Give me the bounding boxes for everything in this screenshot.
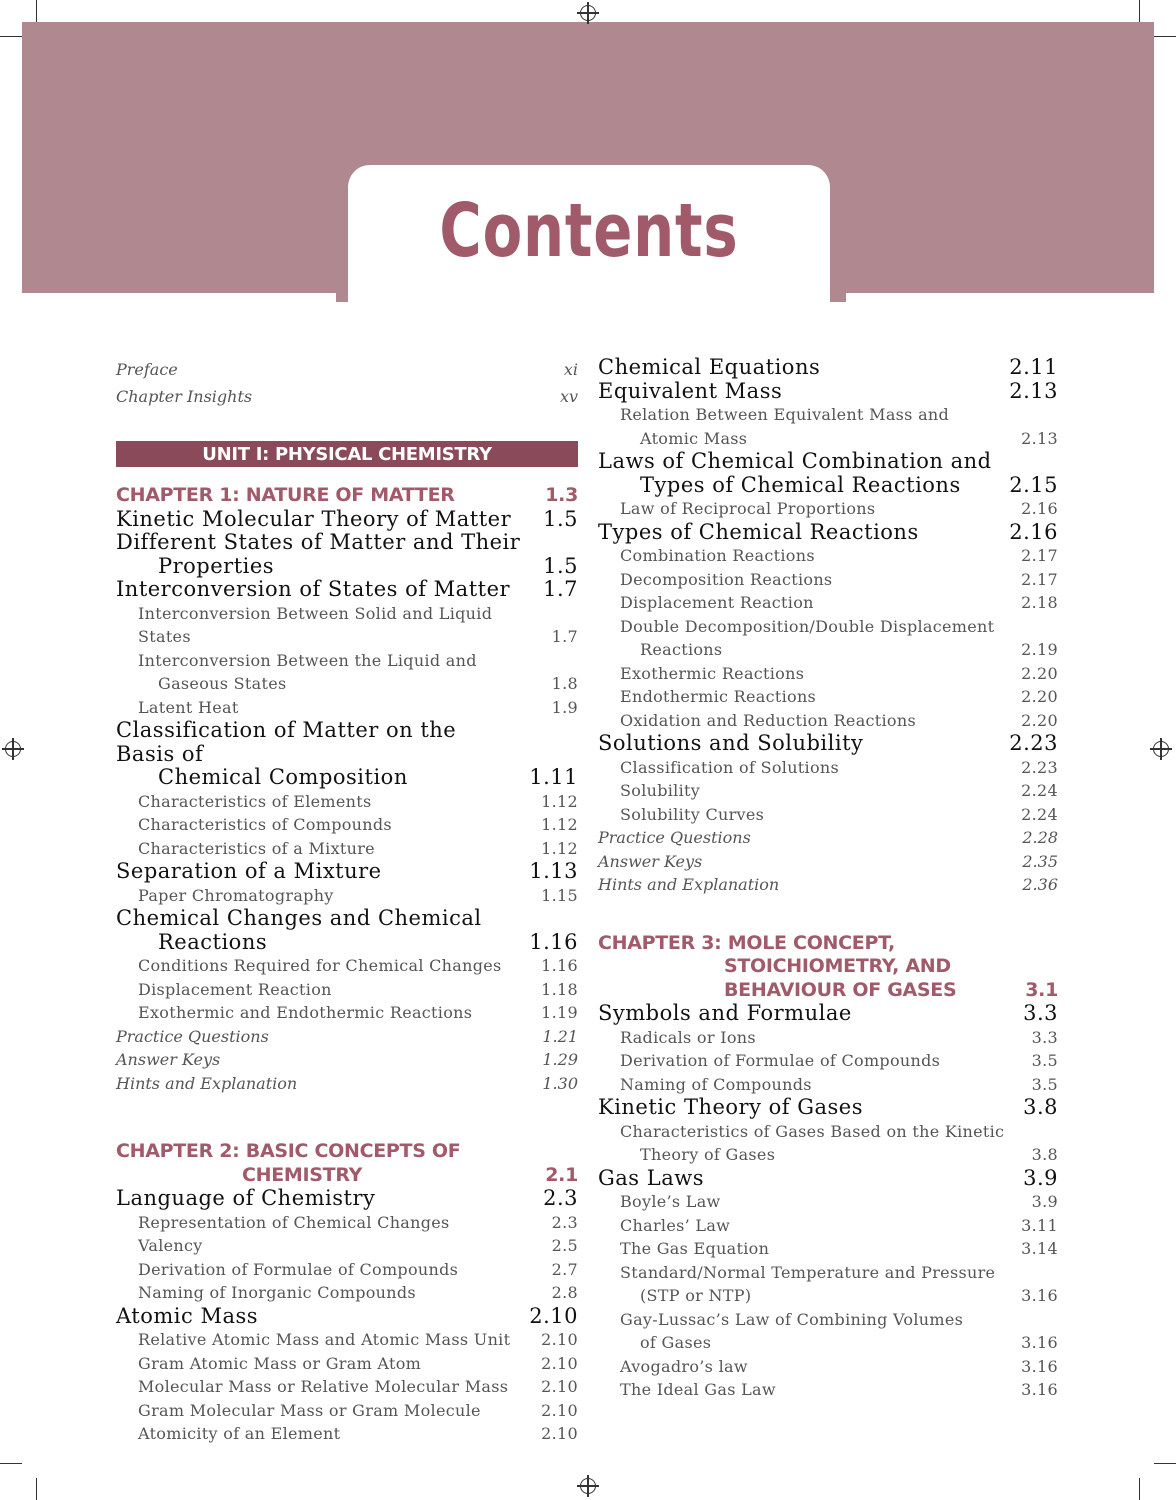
toc-entry-title: Equivalent Mass	[598, 378, 783, 403]
toc-entry[interactable]	[116, 860, 578, 884]
toc-entry[interactable]	[598, 732, 1058, 756]
toc-entry-title: Solubility	[620, 781, 701, 800]
toc-entry[interactable]	[598, 1026, 1058, 1050]
toc-entry-title: Answer Keys	[116, 1050, 221, 1069]
chapter-title: CHAPTER 2: BASIC CONCEPTS OF	[116, 1140, 461, 1162]
toc-entry[interactable]	[116, 1001, 578, 1025]
toc-entry-title: Kinetic Theory of Gases	[598, 1095, 863, 1119]
toc-entry-page: 1.12	[541, 791, 578, 811]
toc-entry[interactable]	[598, 662, 1058, 686]
toc-entry-page: 1.29	[542, 1050, 578, 1069]
toc-entry-title: Laws of Chemical Combination and	[598, 449, 992, 473]
toc-entry[interactable]	[116, 978, 578, 1002]
toc-entry-page: 3.8	[1031, 1145, 1058, 1164]
crop-mark	[0, 1463, 22, 1464]
toc-entry-title: Symbols and Formulae	[598, 1001, 852, 1025]
registration-mark-icon	[5, 741, 21, 757]
toc-entry[interactable]	[598, 850, 1058, 874]
toc-entry[interactable]	[598, 450, 1058, 497]
toc-entry-title: Derivation of Formulae of Compounds	[138, 1259, 459, 1279]
toc-entry-page: 1.21	[542, 1026, 578, 1046]
toc-entry-page: 2.5	[551, 1236, 578, 1255]
toc-entry-page: 3.3	[1023, 1001, 1058, 1025]
toc-entry[interactable]	[116, 719, 578, 790]
toc-entry[interactable]	[598, 1096, 1058, 1120]
crop-mark	[1139, 1478, 1140, 1500]
toc-entry-title: Chapter Insights	[116, 387, 253, 406]
toc-entry-title: Practice Questions	[598, 828, 751, 847]
toc-entry-title: Boyle’s Law	[620, 1192, 721, 1211]
toc-entry-page: 2.15	[1009, 472, 1058, 497]
chapter-page: 1.3	[545, 484, 578, 506]
toc-entry[interactable]	[598, 873, 1058, 897]
toc-entry-page: 3.5	[1031, 1074, 1058, 1094]
toc-left-column	[116, 356, 578, 1446]
toc-entry-title: Solutions and Solubility	[598, 731, 864, 755]
chapter-entries	[598, 1002, 1058, 1402]
toc-entry[interactable]	[116, 531, 578, 578]
toc-entry-title: Atomicity of an Element	[138, 1424, 341, 1443]
toc-entry-page: 3.14	[1021, 1239, 1058, 1258]
toc-entry-title: Displacement Reaction	[138, 979, 332, 999]
chapter-heading[interactable]	[116, 1140, 578, 1187]
toc-entry-page: 1.16	[541, 956, 578, 975]
chapter-page: 3.1	[1025, 978, 1058, 1001]
toc-entry-page: 2.8	[551, 1283, 578, 1302]
registration-mark-icon	[580, 5, 596, 21]
toc-entry-page: 1.5	[543, 553, 578, 578]
toc-entry-page: 3.3	[1031, 1027, 1058, 1047]
toc-entry-title: Decomposition Reactions	[620, 569, 833, 589]
toc-entry-title: The Gas Equation	[620, 1239, 770, 1258]
toc-entry[interactable]	[116, 383, 578, 410]
toc-entry-page: 2.28	[1022, 828, 1058, 847]
toc-entry-page: 3.16	[1021, 1333, 1058, 1352]
toc-entry[interactable]	[598, 1378, 1058, 1402]
chapter-heading[interactable]	[598, 932, 1058, 1003]
toc-entry-page: 3.16	[1021, 1380, 1058, 1399]
toc-entry-page: 3.16	[1021, 1286, 1058, 1305]
toc-entry-page: 2.13	[1021, 428, 1058, 448]
toc-entry-page: 2.3	[551, 1212, 578, 1232]
toc-entry[interactable]	[598, 1214, 1058, 1238]
toc-entry-title: Endothermic Reactions	[620, 687, 817, 706]
toc-entry-title: Language of Chemistry	[116, 1186, 376, 1210]
toc-entry-page: 3.8	[1023, 1095, 1058, 1119]
toc-entry[interactable]	[598, 685, 1058, 709]
toc-entry-title: Interconversion Between the Liquid and	[138, 650, 477, 670]
toc-entry[interactable]	[116, 578, 578, 602]
toc-entry-page: 2.10	[529, 1303, 578, 1328]
toc-entry[interactable]	[598, 1355, 1058, 1379]
toc-entry[interactable]	[598, 1073, 1058, 1097]
toc-entry-title: Gay-Lussac’s Law of Combining Volumes	[620, 1309, 964, 1329]
toc-entry[interactable]	[116, 1352, 578, 1376]
toc-entry-title-cont: Properties	[158, 553, 275, 578]
toc-entry[interactable]	[116, 790, 578, 814]
toc-entry-title-cont: Gaseous States	[158, 674, 287, 693]
toc-entry-title: Standard/Normal Temperature and Pressure	[620, 1262, 996, 1282]
toc-entry-page: 2.10	[541, 1377, 578, 1396]
toc-right-column	[598, 356, 1058, 1402]
crop-mark	[36, 0, 37, 22]
toc-entry[interactable]	[116, 696, 578, 720]
toc-entry-title: Hints and Explanation	[116, 1073, 298, 1093]
toc-entry-title: Characteristics of Gases Based on the Kinetic	[620, 1121, 1005, 1141]
toc-entry-title: Gram Molecular Mass or Gram Molecule	[138, 1400, 481, 1420]
toc-entry-page: 2.13	[1009, 378, 1058, 403]
toc-entry[interactable]	[116, 1399, 578, 1423]
toc-entry-title: Answer Keys	[598, 851, 703, 871]
toc-entry-page: 1.16	[529, 929, 578, 954]
toc-entry[interactable]	[116, 1258, 578, 1282]
toc-entry[interactable]	[116, 356, 578, 383]
crop-mark	[36, 1478, 37, 1500]
toc-entry-title: Relative Atomic Mass and Atomic Mass Unit	[138, 1330, 511, 1349]
toc-entry[interactable]	[116, 837, 578, 861]
toc-entry[interactable]	[598, 1002, 1058, 1026]
toc-entry-page: 2.10	[541, 1330, 578, 1349]
chapter-entries	[598, 356, 1058, 897]
toc-entry-page: 2.10	[541, 1353, 578, 1373]
toc-entry[interactable]	[598, 1237, 1058, 1261]
toc-entry[interactable]	[598, 1190, 1058, 1214]
toc-entry[interactable]	[116, 508, 578, 532]
chapter-title: CHAPTER 1: NATURE OF MATTER	[116, 484, 455, 506]
toc-entry-title-cont: Theory of Gases	[640, 1145, 776, 1164]
toc-entry-page: 2.23	[1009, 731, 1058, 755]
toc-entry[interactable]	[598, 380, 1058, 404]
toc-entry[interactable]	[598, 779, 1058, 803]
toc-entry-title: Chemical Equations	[598, 355, 821, 379]
toc-entry[interactable]	[598, 1308, 1058, 1355]
chapter-entries	[116, 508, 578, 1096]
toc-entry[interactable]	[598, 756, 1058, 780]
toc-entry-page: 2.3	[543, 1186, 578, 1210]
toc-entry-title: Interconversion Between Solid and Liquid States	[138, 603, 493, 646]
toc-entry-page: 2.18	[1021, 593, 1058, 612]
toc-entry-title: Conditions Required for Chemical Changes	[138, 956, 502, 975]
toc-entry-title: Atomic Mass	[116, 1303, 259, 1328]
toc-entry-page: 2.10	[541, 1400, 578, 1420]
toc-entry-title: Exothermic Reactions	[620, 663, 805, 683]
toc-entry[interactable]	[116, 1328, 578, 1352]
page-title: Contents	[439, 188, 739, 274]
toc-entry-title: Oxidation and Reduction Reactions	[620, 710, 916, 730]
registration-mark-icon	[1153, 741, 1169, 757]
toc-entry-page: 2.23	[1021, 757, 1058, 777]
unit-heading: UNIT I: PHYSICAL CHEMISTRY	[116, 441, 578, 467]
front-matter	[116, 356, 578, 410]
toc-entry-page: 1.9	[551, 697, 578, 717]
toc-entry[interactable]	[116, 1211, 578, 1235]
chapter-title: CHAPTER 3: MOLE CONCEPT,	[598, 931, 895, 954]
toc-entry-title-cont: Reactions	[158, 929, 268, 954]
toc-entry[interactable]	[116, 1048, 578, 1072]
toc-entry[interactable]	[116, 907, 578, 954]
toc-entry-title: Charles’ Law	[620, 1215, 731, 1235]
toc-entry-title: Kinetic Molecular Theory of Matter	[116, 506, 512, 531]
toc-entry[interactable]	[116, 954, 578, 978]
toc-entry-page: 2.24	[1021, 804, 1058, 824]
toc-entry-page: 3.16	[1021, 1356, 1058, 1376]
toc-entry[interactable]	[598, 1049, 1058, 1073]
toc-entry-title-cont: Types of Chemical Reactions	[640, 472, 961, 497]
toc-entry-page: 1.13	[529, 859, 578, 883]
toc-entry-title: Hints and Explanation	[598, 875, 780, 894]
toc-entry[interactable]	[116, 1187, 578, 1211]
toc-entry-page: 2.20	[1021, 663, 1058, 683]
toc-entry-page: 1.8	[551, 674, 578, 693]
toc-entry[interactable]	[598, 497, 1058, 521]
toc-entry-page: 1.19	[541, 1003, 578, 1022]
toc-entry-title: Practice Questions	[116, 1026, 269, 1046]
toc-entry-page: 1.7	[543, 577, 578, 601]
toc-entry-title: Law of Reciprocal Proportions	[620, 499, 876, 518]
toc-entry-title: Different States of Matter and Their	[116, 530, 521, 554]
toc-entry-page: 2.10	[541, 1424, 578, 1443]
toc-entry-title: Latent Heat	[138, 697, 239, 717]
toc-entry[interactable]	[116, 649, 578, 696]
toc-entry-page: 2.17	[1021, 569, 1058, 589]
toc-entry-title: Preface	[116, 360, 178, 379]
toc-entry[interactable]	[116, 1375, 578, 1399]
toc-entry[interactable]	[598, 403, 1058, 450]
toc-entry[interactable]	[116, 1025, 578, 1049]
chapter-title-cont: STOICHIOMETRY, AND	[724, 955, 951, 977]
toc-entry-page: 1.5	[543, 506, 578, 531]
toc-entry-page: 3.11	[1021, 1215, 1058, 1235]
toc-entry[interactable]	[598, 803, 1058, 827]
toc-entry-title: Exothermic and Endothermic Reactions	[138, 1003, 473, 1022]
toc-entry-page: 3.9	[1031, 1192, 1058, 1211]
toc-entry-title: Double Decomposition/Double Displacement	[620, 616, 995, 636]
toc-entry-page: 1.15	[541, 885, 578, 905]
toc-entry-title: Separation of a Mixture	[116, 859, 382, 883]
toc-entry-title: Radicals or Ions	[620, 1027, 756, 1047]
chapter-title-cont: BEHAVIOUR OF GASES	[724, 978, 957, 1001]
toc-entry[interactable]	[116, 602, 578, 649]
toc-entry[interactable]	[598, 615, 1058, 662]
toc-entry[interactable]	[598, 709, 1058, 733]
toc-entry-page: 1.18	[541, 979, 578, 999]
toc-entry-page: 2.19	[1021, 640, 1058, 659]
toc-entry-title: Representation of Chemical Changes	[138, 1212, 450, 1232]
toc-entry[interactable]	[116, 1422, 578, 1446]
toc-entry[interactable]	[598, 356, 1058, 380]
toc-entry-page: 2.36	[1022, 875, 1058, 894]
toc-entry-page: 2.16	[1021, 499, 1058, 518]
toc-entry[interactable]	[116, 1072, 578, 1096]
toc-entry-title: Gram Atomic Mass or Gram Atom	[138, 1353, 422, 1373]
toc-entry-title: Naming of Compounds	[620, 1074, 812, 1094]
toc-entry[interactable]	[598, 826, 1058, 850]
toc-entry-title-cont: Atomic Mass	[640, 428, 748, 448]
toc-entry-page: xv	[559, 387, 578, 406]
toc-entry-page: 2.20	[1021, 687, 1058, 706]
toc-entry-page: 2.24	[1021, 781, 1058, 800]
toc-entry-title: Naming of Inorganic Compounds	[138, 1283, 416, 1302]
toc-entry-title: Classification of Solutions	[620, 757, 839, 777]
toc-entry-title: Gas Laws	[598, 1165, 704, 1190]
toc-entry[interactable]	[598, 568, 1058, 592]
toc-entry[interactable]	[116, 1305, 578, 1329]
toc-entry-page: 2.20	[1021, 710, 1058, 730]
toc-entry-page: 2.17	[1021, 546, 1058, 565]
toc-entry-title-cont: of Gases	[640, 1333, 712, 1352]
toc-entry-title: Derivation of Formulae of Compounds	[620, 1051, 941, 1070]
toc-entry-title-cont: Chemical Composition	[158, 765, 408, 789]
toc-entry-page: 1.30	[542, 1073, 578, 1093]
toc-entry-page: 1.11	[529, 765, 578, 789]
chapter-heading[interactable]	[116, 484, 578, 508]
toc-entry-title: The Ideal Gas Law	[620, 1380, 776, 1399]
toc-entry[interactable]	[116, 813, 578, 837]
crop-mark	[1139, 0, 1140, 22]
toc-entry-page: 3.9	[1023, 1165, 1058, 1190]
toc-entry-title: Characteristics of Compounds	[138, 815, 392, 834]
toc-entry-page: 2.11	[1009, 355, 1058, 379]
toc-entry-title: Classification of Matter on the Basis of	[116, 718, 457, 766]
chapter-page: 2.1	[545, 1163, 578, 1186]
toc-entry[interactable]	[598, 591, 1058, 615]
toc-entry-title: Chemical Changes and Chemical	[116, 906, 482, 930]
toc-entry-title-cont: (STP or NTP)	[640, 1286, 752, 1305]
toc-entry-page: 2.7	[551, 1259, 578, 1279]
crop-mark	[1154, 1463, 1176, 1464]
toc-entry[interactable]	[598, 1167, 1058, 1191]
toc-entry-page: 1.7	[551, 627, 578, 646]
toc-entry[interactable]	[598, 1261, 1058, 1308]
toc-entry[interactable]	[598, 1120, 1058, 1167]
crop-mark	[0, 36, 22, 37]
toc-entry-title: Paper Chromatography	[138, 885, 334, 905]
toc-entry[interactable]	[116, 1281, 578, 1305]
toc-entry-title: Displacement Reaction	[620, 593, 814, 612]
toc-entry-title: Molecular Mass or Relative Molecular Mass	[138, 1377, 509, 1396]
toc-entry-title: Characteristics of a Mixture	[138, 838, 375, 858]
toc-entry-title: Relation Between Equivalent Mass and	[620, 405, 950, 424]
chapter-title-cont: CHEMISTRY	[242, 1163, 363, 1186]
toc-entry-title: Avogadro’s law	[620, 1356, 748, 1376]
toc-entry-page: xi	[563, 360, 578, 379]
toc-entry-title: Solubility Curves	[620, 804, 765, 824]
toc-entry-page: 2.16	[1009, 519, 1058, 544]
toc-entry-title: Types of Chemical Reactions	[598, 519, 919, 544]
toc-entry-page: 1.12	[541, 815, 578, 834]
toc-entry-title-cont: Reactions	[640, 640, 723, 659]
toc-entry[interactable]	[116, 884, 578, 908]
toc-entry-page: 2.35	[1022, 851, 1058, 871]
toc-entry[interactable]	[116, 1234, 578, 1258]
toc-entry-page: 1.12	[541, 838, 578, 858]
toc-entry-title: Valency	[138, 1236, 203, 1255]
crop-mark	[1154, 36, 1176, 37]
toc-entry[interactable]	[598, 521, 1058, 545]
toc-entry[interactable]	[598, 544, 1058, 568]
toc-entry-page: 3.5	[1031, 1051, 1058, 1070]
chapter-entries	[116, 1187, 578, 1446]
toc-entry-title: Characteristics of Elements	[138, 791, 372, 811]
toc-entry-title: Combination Reactions	[620, 546, 815, 565]
registration-mark-icon	[580, 1478, 596, 1494]
toc-entry-title: Interconversion of States of Matter	[116, 577, 511, 601]
